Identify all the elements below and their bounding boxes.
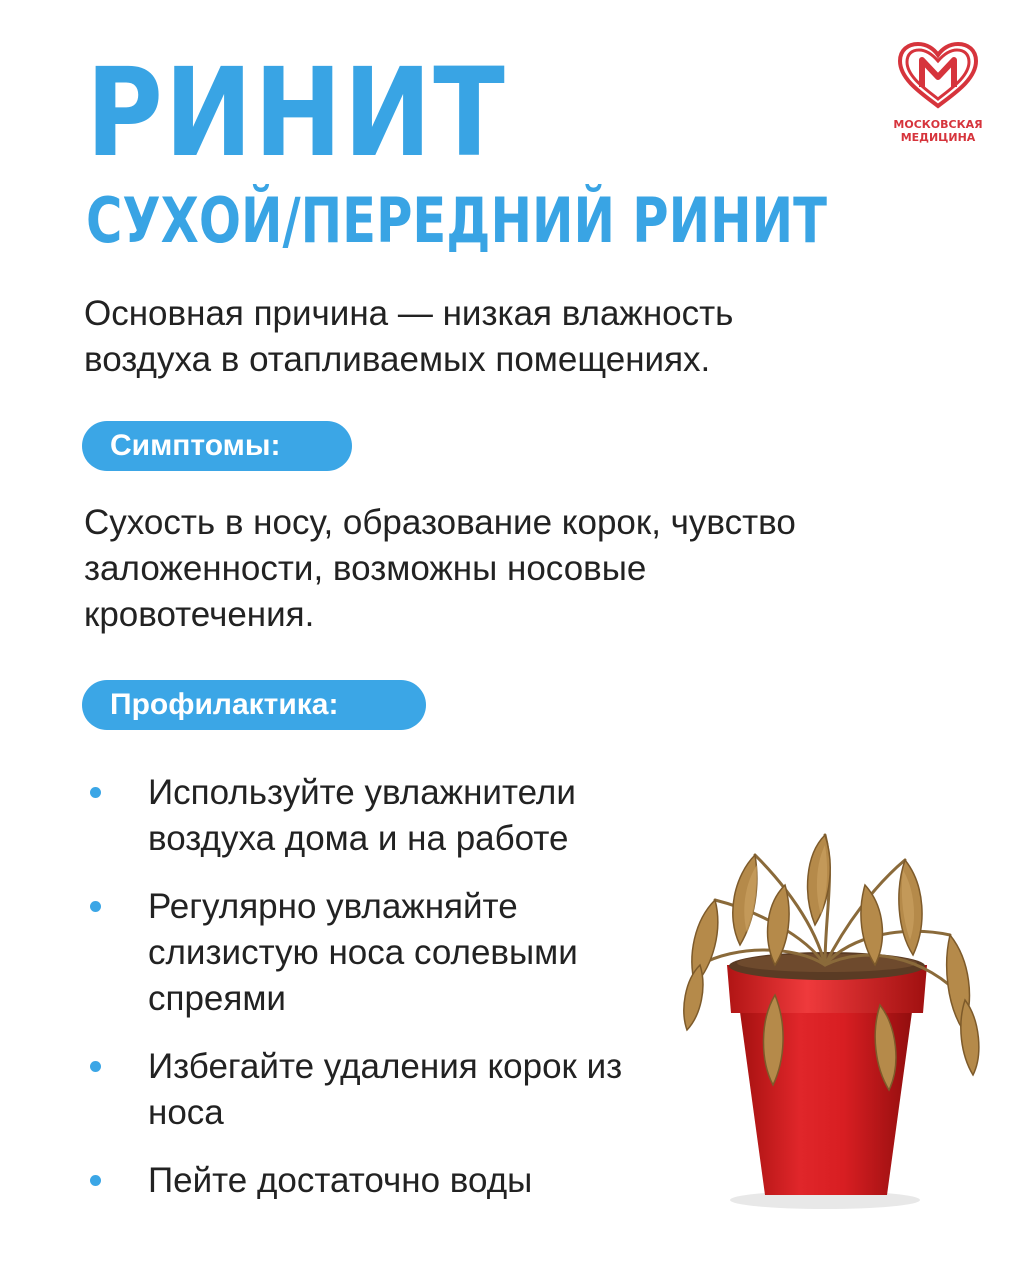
wilted-plant-image (665, 815, 985, 1215)
page-title: РИНИТ (86, 42, 507, 184)
list-item-text: Избегайте удаления корок из носа (148, 1047, 623, 1132)
list-item (90, 770, 650, 862)
bullet-dot-icon (90, 901, 101, 912)
bullet-dot-icon (90, 787, 101, 798)
logo-line-2: МЕДИЦИНА (900, 131, 976, 144)
list-item-text: Пейте достаточно воды (148, 1161, 533, 1200)
intro-text: Основная причина — низкая влажность воздуха в отапливаемых помещениях. (84, 294, 734, 379)
symptoms-label: Симптомы: (82, 421, 352, 471)
list-item (90, 884, 650, 1022)
logo (888, 40, 988, 144)
page-subtitle: СУХОЙ/ПЕРЕДНИЙ РИНИТ (86, 184, 827, 257)
list-item-text: Регулярно увлажняйте слизистую носа солевыми спреями (148, 887, 578, 1018)
prevention-list (90, 770, 650, 1226)
logo-line-1: МОСКОВСКАЯ (893, 118, 983, 131)
list-item-text: Используйте увлажнители воздуха дома и на работе (148, 773, 576, 858)
bullet-dot-icon (90, 1061, 101, 1072)
symptoms-text: Сухость в носу, образование корок, чувство заложенности, возможны носовые кровотечения. (84, 503, 796, 634)
bullet-dot-icon (90, 1175, 101, 1186)
list-item (90, 1158, 650, 1204)
heart-m-logo-icon (894, 40, 982, 110)
prevention-label: Профилактика: (82, 680, 426, 730)
list-item (90, 1044, 650, 1136)
